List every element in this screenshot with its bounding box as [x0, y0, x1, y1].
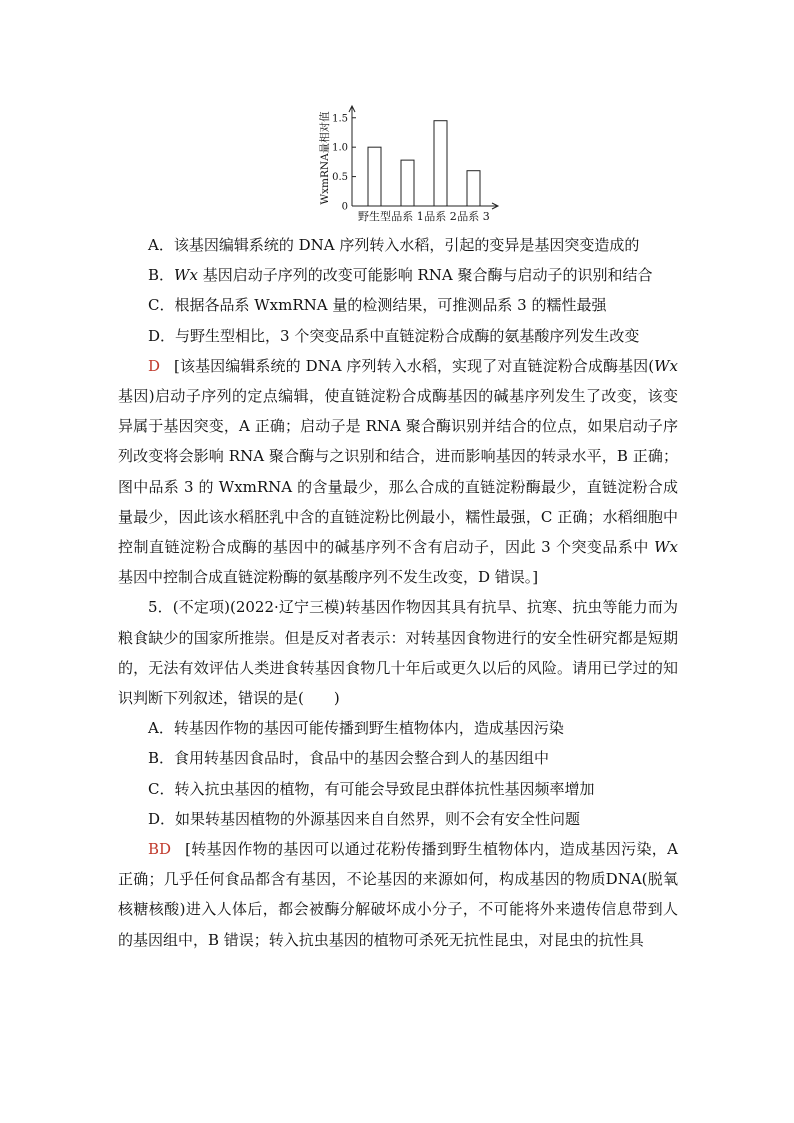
bar [467, 171, 480, 206]
y-axis-label: WxmRNA量相对值 [319, 111, 331, 205]
q5-stem: 5．(不定项)(2022·辽宁三模)转基因作物因其具有抗旱、抗寒、抗虫等能力而为粮食缺少的国家所推崇。但是反对者表示：对转基因食物进行的安全性研究都是短期的，无法有效评估人类进食转基因食物几十年后或更久以后的风险。请用已学过的知识判断下列叙述，错误的是( ) [118, 598, 678, 708]
q4-option-a: A．该基因编辑系统的 DNA 序列转入水稻，引起的变异是基因突变造成的 [148, 236, 640, 254]
x-tick-label: 野生型 [358, 210, 391, 223]
q5-option-b: B．食用转基因食品时，食品中的基因会整合到人的基因组中 [148, 749, 550, 768]
bar [368, 147, 381, 206]
q5-option-d: D．如果转基因植物的外源基因来自自然界，则不会有安全性问题 [148, 809, 581, 828]
chart-svg [318, 96, 508, 226]
x-tick-label: 品系 2 [424, 210, 457, 223]
q4-answer: D [148, 356, 161, 375]
q5-explanation: BD [转基因作物的基因可以通过花粉传播到野生植物体内，造成基因污染，A 正确；几乎任何食品都含有基因，不论基因的来源如何，构成基因的物质DNA(脱氧核糖核酸)进入人体后，都会被酶分解破坏成小分子，不可能将外来遗传信息带到人的基因组中，B 错误；转入抗虫基因的植物可杀死无抗性昆虫，对昆虫的抗性具 [118, 840, 678, 949]
y-tick-label: 1.5 [332, 113, 348, 125]
y-tick-label: 0.5 [332, 172, 348, 184]
q4-option-c: C．根据各品系 WxmRNA 量的检测结果，可推测品系 3 的糯性最强 [148, 296, 607, 315]
q5-option-a: A．转基因作物的基因可能传播到野生植物体内，造成基因污染 [148, 719, 564, 738]
bar [434, 121, 447, 206]
x-tick-label: 品系 3 [457, 210, 490, 223]
q5-answer: BD [148, 840, 172, 859]
page-content [118, 230, 678, 955]
bar-chart [318, 96, 508, 226]
x-tick-label: 品系 1 [391, 210, 424, 223]
bar [401, 160, 414, 206]
y-tick-label: 1.0 [332, 142, 348, 154]
y-tick-label: 0 [341, 201, 348, 213]
q4-explanation: D [该基因编辑系统的 DNA 序列转入水稻，实现了对直链淀粉合成酶基因(Wx基因)启动子序列的定点编辑，使直链淀粉合成酶基因的碱基序列发生了改变，该变异属于基因突变，A 正确；启动子是 RNA 聚合酶识别并结合的位点，如果启动子序列改变将会影响 RNA 聚合酶与之识别和结合，进而影响基因的转录水平，B 正确；图中品系 3 的 WxmRNA 的含量最少，那么合成的直链淀粉酶最少，直链淀粉合成量最少，因此该水稻胚乳中含的直链淀粉比例最小，糯性最强，C 正确；水稻细胞中控制直链淀粉合成酶的基因中的碱基序列不含有启动子，因此 3 个突变品系中 Wx 基因中控制合成直链淀粉酶的氨基酸序列不发生改变，D 错误。] [118, 356, 678, 587]
q5-option-c: C．转入抗虫基因的植物，有可能会导致昆虫群体抗性基因频率增加 [148, 779, 595, 798]
q4-option-b: B．Wx 基因启动子序列的改变可能影响 RNA 聚合酶与启动子的识别和结合 [148, 266, 653, 285]
q4-option-d: D．与野生型相比，3 个突变品系中直链淀粉合成酶的氨基酸序列发生改变 [148, 326, 640, 345]
